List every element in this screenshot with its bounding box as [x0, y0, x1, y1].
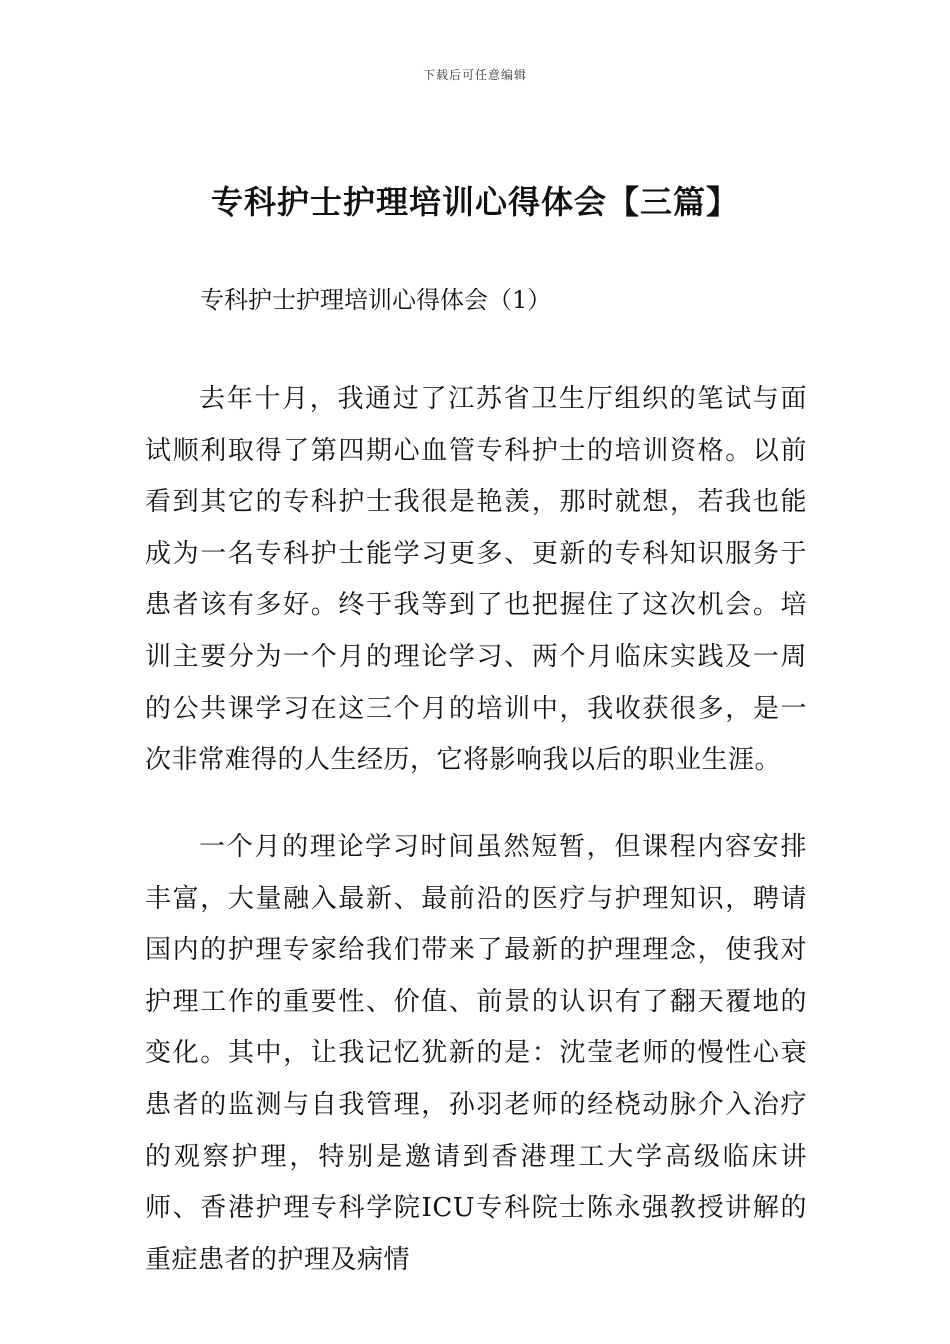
- document-title: 专科护士护理培训心得体会【三篇】: [210, 183, 739, 221]
- header-note: 下载后可任意编辑: [422, 68, 527, 82]
- section-heading: 专科护士护理培训心得体会（1）: [200, 286, 552, 314]
- body-paragraph: 去年十月，我通过了江苏省卫生厅组织的笔试与面试顺利取得了第四期心血管专科护士的培训资格。以前看到其它的专科护士我很是艳羡，那时就想，若我也能成为一名专科护士能学习更多、更新的专科知识服务于患者该有多好。终于我等到了也把握住了这次机会。培训主要分为一个月的理论学习、两个月临床实践及一周的公共课学习在这三个月的培训中，我收获很多，是一次非常难得的人生经历，它将影响我以后的职业生涯。: [145, 384, 807, 776]
- body-paragraph: 一个月的理论学习时间虽然短暂，但课程内容安排丰富，大量融入最新、最前沿的医疗与护理知识，聘请国内的护理专家给我们带来了最新的护理理念，使我对护理工作的重要性、价值、前景的认识有了翻天覆地的变化。其中，让我记忆犹新的是：沈莹老师的慢性心衰患者的监测与自我管理，孙羽老师的经桡动脉介入治疗的观察护理，特别是邀请到香港理工大学高级临床讲师、香港护理专科学院ICU专科院士陈永强教授讲解的重症患者的护理及病情: [145, 832, 807, 1275]
